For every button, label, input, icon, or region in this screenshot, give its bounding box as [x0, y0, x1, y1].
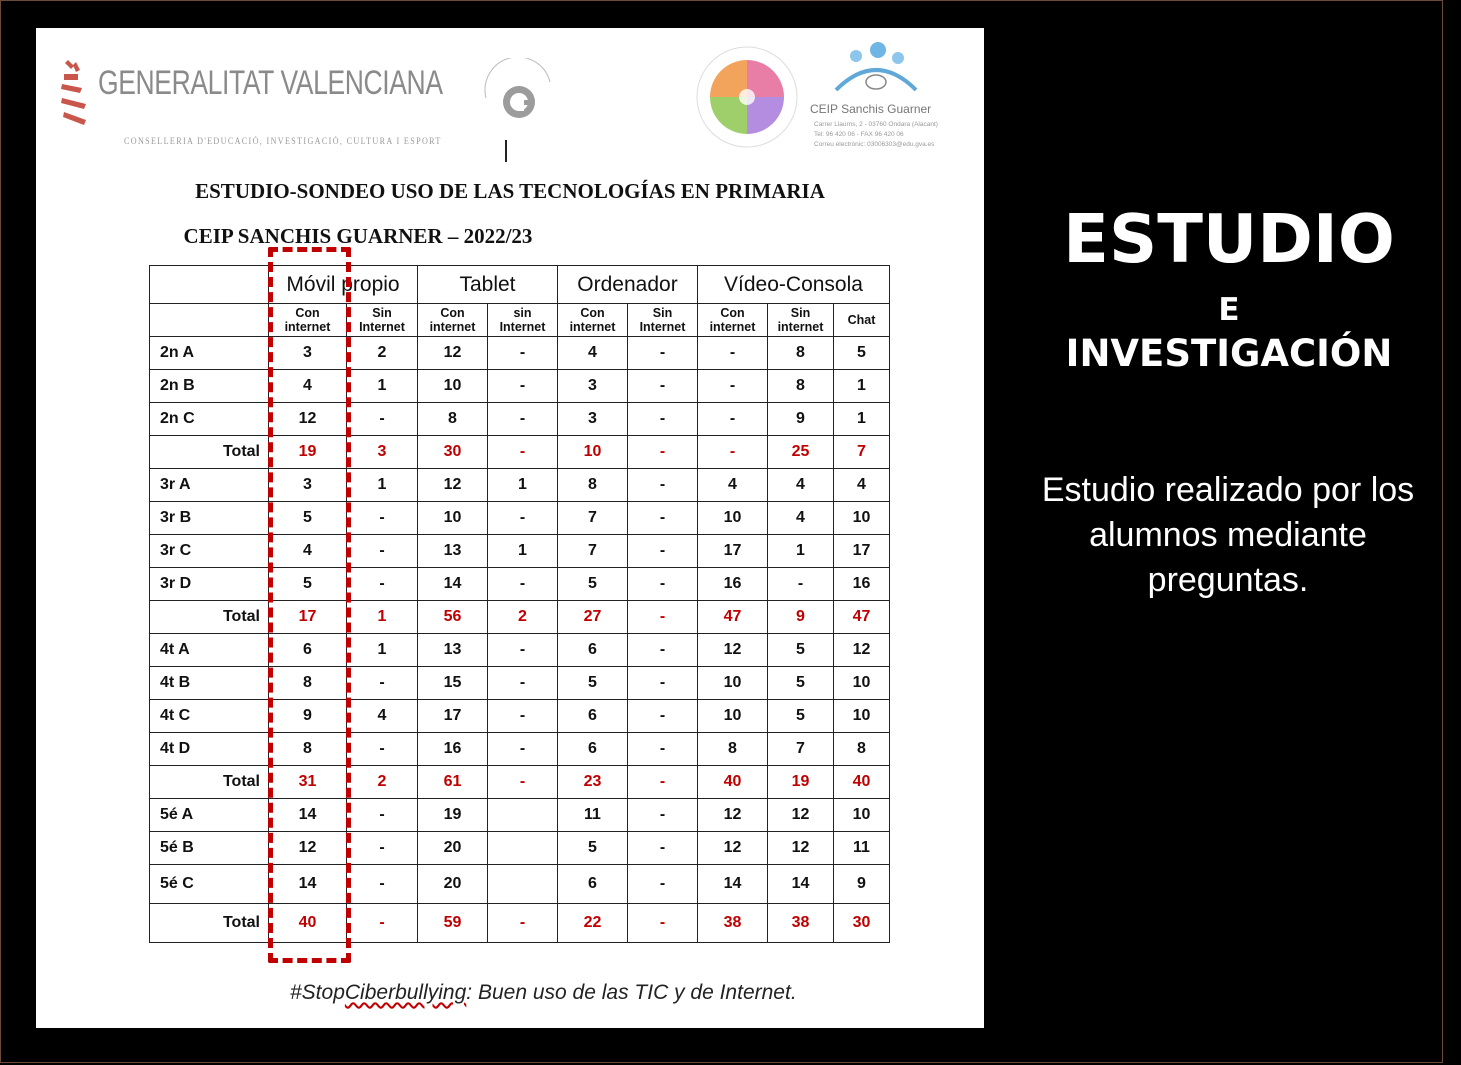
row-label: 5é B	[150, 832, 269, 865]
table-cell: 10	[418, 502, 488, 535]
table-cell: 6	[558, 700, 628, 733]
group-header: Vídeo-Consola	[698, 266, 890, 304]
row-label: 4t C	[150, 700, 269, 733]
table-cell: 1	[834, 370, 890, 403]
table-cell: 40	[834, 766, 890, 799]
table-cell: -	[347, 667, 418, 700]
row-label: 3r D	[150, 568, 269, 601]
table-cell: 9	[834, 865, 890, 904]
table-row	[150, 667, 890, 700]
total-row	[150, 436, 890, 469]
table-cell: 5	[768, 700, 834, 733]
table-cell: -	[628, 667, 698, 700]
subheader-line: internet	[777, 320, 824, 334]
table-cell: 4	[269, 370, 347, 403]
table-cell: -	[628, 904, 698, 943]
table-cell: 40	[698, 766, 768, 799]
table-cell	[488, 799, 558, 832]
subheader-line: Internet	[639, 320, 686, 334]
row-label: Total	[150, 436, 269, 469]
table-cell: 10	[834, 502, 890, 535]
table-cell: 10	[558, 436, 628, 469]
table-cell: 19	[269, 436, 347, 469]
group-header: Tablet	[418, 266, 558, 304]
group-header-row	[150, 266, 890, 304]
table-row	[150, 634, 890, 667]
table-cell: 1	[347, 634, 418, 667]
table-cell: 6	[558, 733, 628, 766]
table-row	[150, 469, 890, 502]
table-cell: -	[347, 832, 418, 865]
table-cell: 9	[269, 700, 347, 733]
row-label: Total	[150, 766, 269, 799]
side-title-investigacion: INVESTIGACIÓN	[1065, 332, 1393, 375]
table-cell: -	[628, 733, 698, 766]
table-cell: 31	[269, 766, 347, 799]
subheader-cell	[418, 304, 488, 337]
table-row	[150, 568, 890, 601]
table-cell: -	[628, 502, 698, 535]
table-cell: -	[628, 832, 698, 865]
subheader-line: Sin	[652, 306, 673, 320]
table-cell: 14	[768, 865, 834, 904]
table-cell: 8	[698, 733, 768, 766]
total-row	[150, 601, 890, 634]
subheader-line: Con	[440, 306, 465, 320]
school-logo	[806, 40, 946, 152]
table-cell: 8	[269, 733, 347, 766]
table-cell: 47	[834, 601, 890, 634]
table-cell: -	[488, 904, 558, 943]
generalitat-logo	[60, 58, 443, 146]
table-row	[150, 700, 890, 733]
table-cell: 13	[418, 634, 488, 667]
table-cell: -	[698, 337, 768, 370]
table-cell	[488, 832, 558, 865]
table-cell: -	[698, 436, 768, 469]
table-cell: 56	[418, 601, 488, 634]
table-cell: 3	[558, 370, 628, 403]
corner-cell	[150, 266, 269, 304]
subheader-line: Internet	[359, 320, 405, 334]
generalitat-subtitle: CONSELLERIA D'EDUCACIÓ, INVESTIGACIÓ, CULTURA I ESPORT	[124, 136, 442, 146]
subheader-cell	[558, 304, 628, 337]
table-cell: 7	[558, 502, 628, 535]
table-cell: 17	[698, 535, 768, 568]
subheader-line: Con	[580, 306, 605, 320]
table-cell: 16	[698, 568, 768, 601]
table-row	[150, 370, 890, 403]
table-cell: 17	[418, 700, 488, 733]
table-row	[150, 403, 890, 436]
table-cell: 5	[834, 337, 890, 370]
table-cell: 20	[418, 865, 488, 904]
table-cell: 8	[768, 337, 834, 370]
table-cell: -	[347, 733, 418, 766]
subheader-line: Sin	[372, 306, 392, 320]
table-cell: -	[347, 568, 418, 601]
footer-note	[290, 981, 797, 1005]
table-cell: 16	[418, 733, 488, 766]
document-subtitle: CEIP SANCHIS GUARNER – 2022/23	[183, 224, 533, 248]
side-description: Estudio realizado por los alumnos mediante preguntas.	[1041, 471, 1415, 599]
table-cell: 12	[698, 832, 768, 865]
table-cell: 17	[834, 535, 890, 568]
subheader-line: Chat	[847, 313, 876, 327]
table-cell: 25	[768, 436, 834, 469]
table-cell: -	[347, 502, 418, 535]
table-cell: 1	[834, 403, 890, 436]
table-cell: 1	[488, 469, 558, 502]
table-cell: 11	[558, 799, 628, 832]
table-cell: 7	[768, 733, 834, 766]
table-cell: -	[628, 469, 698, 502]
table-cell: 10	[834, 799, 890, 832]
table-cell: -	[628, 403, 698, 436]
table-row	[150, 799, 890, 832]
highlight-dashed-box	[268, 247, 351, 963]
subheader-cell	[698, 304, 768, 337]
table-cell: 4	[768, 469, 834, 502]
table-cell: 17	[269, 601, 347, 634]
row-label: 3r A	[150, 469, 269, 502]
table-cell: 7	[558, 535, 628, 568]
table-cell: 30	[418, 436, 488, 469]
generalitat-emblem-icon	[60, 58, 94, 130]
table-cell: 61	[418, 766, 488, 799]
subheader-row	[150, 304, 890, 337]
footer-spellcheck-word: Ciberbullying	[344, 981, 467, 1004]
table-cell: 5	[768, 634, 834, 667]
subheader-cell	[628, 304, 698, 337]
subheader-line: Internet	[499, 320, 546, 334]
table-cell: -	[628, 370, 698, 403]
row-label: 3r B	[150, 502, 269, 535]
table-row	[150, 865, 890, 904]
table-cell: 10	[834, 667, 890, 700]
footer-rest: : Buen uso de las TIC y de Internet.	[466, 981, 797, 1004]
side-title-estudio: ESTUDIO	[1063, 200, 1395, 278]
table-cell: -	[628, 766, 698, 799]
table-cell: 1	[768, 535, 834, 568]
row-label: 5é A	[150, 799, 269, 832]
table-cell: -	[347, 535, 418, 568]
subheader-line: internet	[709, 320, 756, 334]
table-cell: 4	[768, 502, 834, 535]
table-cell: 1	[488, 535, 558, 568]
table-cell: 27	[558, 601, 628, 634]
school-address: Carrer Llaurns, 2 - 03760 Ondara (Alacant)	[814, 121, 938, 128]
table-cell: 14	[698, 865, 768, 904]
table-cell: 19	[768, 766, 834, 799]
table-cell: 5	[269, 502, 347, 535]
subheader-cell	[834, 304, 890, 337]
table-cell: 30	[834, 904, 890, 943]
table-cell: -	[488, 700, 558, 733]
table-cell: 5	[558, 667, 628, 700]
table-cell: -	[347, 904, 418, 943]
table-cell: 3	[347, 436, 418, 469]
document-sheet	[36, 28, 984, 1028]
table-cell: 12	[418, 337, 488, 370]
table-cell: -	[628, 601, 698, 634]
table-cell: 5	[768, 667, 834, 700]
school-name: CEIP Sanchis Guarner	[810, 102, 932, 116]
side-title-e: E	[1218, 292, 1240, 328]
table-cell: 38	[768, 904, 834, 943]
table-cell: 2	[347, 337, 418, 370]
table-cell: 8	[834, 733, 890, 766]
footer-tag: #Stop	[290, 981, 345, 1004]
row-label: 2n C	[150, 403, 269, 436]
table-row	[150, 832, 890, 865]
table-cell: 10	[834, 700, 890, 733]
table-cell: 12	[269, 403, 347, 436]
table-cell: -	[488, 667, 558, 700]
table-cell: 10	[698, 700, 768, 733]
subheader-cell	[488, 304, 558, 337]
table-row	[150, 535, 890, 568]
total-row	[150, 904, 890, 943]
table-cell: 10	[698, 502, 768, 535]
table-cell: 6	[558, 634, 628, 667]
table-cell: -	[488, 370, 558, 403]
table-cell: 12	[418, 469, 488, 502]
table-cell: -	[628, 634, 698, 667]
subheader-line: internet	[569, 320, 616, 334]
table-cell: 8	[269, 667, 347, 700]
total-row	[150, 766, 890, 799]
table-cell: -	[628, 568, 698, 601]
table-cell: -	[488, 337, 558, 370]
table-cell: -	[347, 403, 418, 436]
table-row	[150, 502, 890, 535]
school-mascot-icon	[806, 40, 946, 100]
generalitat-name: GENERALITAT VALENCIANA	[98, 64, 443, 102]
row-label: 3r C	[150, 535, 269, 568]
table-cell: 12	[698, 634, 768, 667]
group-header: Ordenador	[558, 266, 698, 304]
table-cell: 9	[768, 403, 834, 436]
row-label: 4t B	[150, 667, 269, 700]
table-cell: 47	[698, 601, 768, 634]
vida-saludable-icon	[692, 42, 802, 152]
table-cell: -	[628, 799, 698, 832]
table-cell: 12	[768, 832, 834, 865]
row-label: Total	[150, 601, 269, 634]
subheader-line: Con	[295, 306, 320, 320]
table-cell: -	[628, 436, 698, 469]
table-cell: 19	[418, 799, 488, 832]
row-label: 2n B	[150, 370, 269, 403]
table-row	[150, 337, 890, 370]
subheader-line: internet	[429, 320, 476, 334]
table-cell: 6	[269, 634, 347, 667]
table-cell: -	[488, 403, 558, 436]
table-cell: 10	[418, 370, 488, 403]
table-cell: -	[488, 733, 558, 766]
table-cell: 3	[269, 337, 347, 370]
subheader-line: internet	[284, 320, 331, 334]
table-cell: 4	[558, 337, 628, 370]
table-cell: 7	[834, 436, 890, 469]
table-cell: 8	[418, 403, 488, 436]
table-cell: 12	[698, 799, 768, 832]
table-cell: 4	[698, 469, 768, 502]
table-cell: 38	[698, 904, 768, 943]
school-email: Correu electrònic: 03006303@edu.gva.es	[814, 141, 935, 148]
group-header: Móvil propio	[269, 266, 418, 304]
subheader-line: sin	[513, 306, 532, 320]
table-cell: -	[488, 634, 558, 667]
table-cell: 10	[698, 667, 768, 700]
row-label: 4t D	[150, 733, 269, 766]
table-cell: 23	[558, 766, 628, 799]
subheader-line: Sin	[790, 306, 811, 320]
table-cell: 9	[768, 601, 834, 634]
table-cell: 2	[347, 766, 418, 799]
table-cell: 3	[269, 469, 347, 502]
table-cell: -	[628, 865, 698, 904]
table-cell: -	[628, 535, 698, 568]
table-cell: 4	[269, 535, 347, 568]
table-cell: 59	[418, 904, 488, 943]
table-cell: 5	[558, 832, 628, 865]
table-cell: 15	[418, 667, 488, 700]
table-cell: 11	[834, 832, 890, 865]
table-cell: 8	[768, 370, 834, 403]
document-title: ESTUDIO-SONDEO USO DE LAS TECNOLOGÍAS EN PRIMARIA	[195, 179, 825, 203]
text-cursor	[505, 140, 507, 162]
table-cell: -	[698, 370, 768, 403]
subheader-cell	[768, 304, 834, 337]
table-cell: 4	[834, 469, 890, 502]
row-label: Total	[150, 904, 269, 943]
quality-seal-icon	[474, 58, 564, 128]
row-label: 2n A	[150, 337, 269, 370]
table-cell: -	[347, 799, 418, 832]
school-contact	[814, 120, 938, 150]
table-cell: 14	[418, 568, 488, 601]
table-cell: 12	[768, 799, 834, 832]
corner-cell	[150, 304, 269, 337]
row-label: 4t A	[150, 634, 269, 667]
table-cell: 4	[347, 700, 418, 733]
table-row	[150, 733, 890, 766]
table-cell: 2	[488, 601, 558, 634]
table-cell: 8	[558, 469, 628, 502]
table-cell: -	[628, 700, 698, 733]
table-cell: 5	[558, 568, 628, 601]
table-cell: -	[488, 436, 558, 469]
subheader-cell	[347, 304, 418, 337]
table-cell: 14	[269, 799, 347, 832]
subheader-line: Con	[720, 306, 745, 320]
table-cell	[488, 865, 558, 904]
table-cell: -	[347, 865, 418, 904]
school-phone: Tel: 96 420 06 - FAX 96 420 06	[814, 131, 904, 138]
vida-saludable-logo	[692, 42, 802, 152]
table-cell: 3	[558, 403, 628, 436]
table-cell: -	[768, 568, 834, 601]
table-cell: -	[488, 766, 558, 799]
table-cell: 5	[269, 568, 347, 601]
table-cell: 20	[418, 832, 488, 865]
table-cell: -	[488, 502, 558, 535]
row-label: 5é C	[150, 865, 269, 904]
table-cell: -	[628, 337, 698, 370]
survey-table	[149, 265, 890, 943]
table-cell: 13	[418, 535, 488, 568]
table-cell: 22	[558, 904, 628, 943]
table-cell: 1	[347, 370, 418, 403]
table-cell: 1	[347, 601, 418, 634]
table-cell: -	[698, 403, 768, 436]
table-cell: 12	[834, 634, 890, 667]
table-cell: -	[488, 568, 558, 601]
table-cell: 40	[269, 904, 347, 943]
table-cell: 16	[834, 568, 890, 601]
table-cell: 1	[347, 469, 418, 502]
table-cell: 6	[558, 865, 628, 904]
quality-seal	[474, 58, 564, 128]
table-cell: 14	[269, 865, 347, 904]
table-cell: 12	[269, 832, 347, 865]
